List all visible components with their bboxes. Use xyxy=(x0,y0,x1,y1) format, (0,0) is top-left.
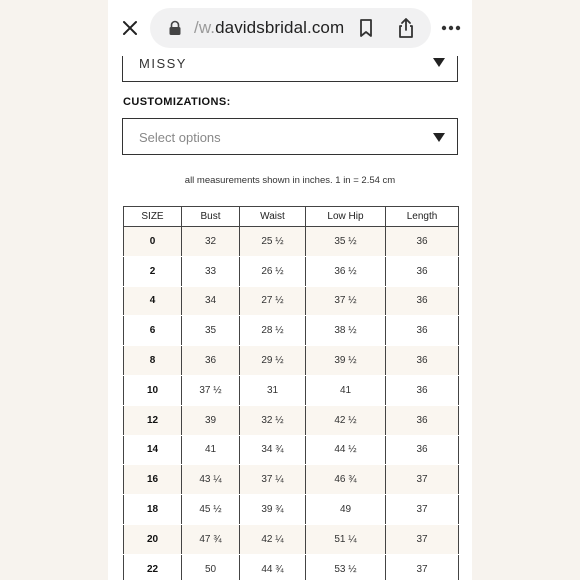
measurement-cell: 53 ½ xyxy=(306,554,386,580)
measurement-cell: 28 ½ xyxy=(240,316,306,346)
measurement-cell: 44 ½ xyxy=(306,435,386,465)
measurement-cell: 37 ½ xyxy=(182,375,240,405)
measurement-cell: 37 xyxy=(386,524,459,554)
size-cell: 16 xyxy=(124,465,182,495)
table-row xyxy=(124,435,459,465)
table-row xyxy=(124,286,459,316)
table-row xyxy=(124,346,459,376)
browser-toolbar xyxy=(108,0,472,56)
size-chart-table xyxy=(123,206,459,580)
column-header: Waist xyxy=(240,207,306,227)
size-cell: 20 xyxy=(124,524,182,554)
size-cell: 14 xyxy=(124,435,182,465)
size-cell: 10 xyxy=(124,375,182,405)
url-prefix: /w. xyxy=(194,18,216,37)
more-icon xyxy=(441,25,461,31)
table-body xyxy=(124,227,459,580)
measurement-cell: 37 ½ xyxy=(306,286,386,316)
table-row xyxy=(124,227,459,257)
column-header: Bust xyxy=(182,207,240,227)
customizations-placeholder: Select options xyxy=(139,130,221,145)
measurement-cell: 32 xyxy=(182,227,240,257)
lock-icon xyxy=(168,20,182,36)
measurement-cell: 27 ½ xyxy=(240,286,306,316)
column-header: Length xyxy=(386,207,459,227)
measurement-cell: 26 ½ xyxy=(240,256,306,286)
size-cell: 8 xyxy=(124,346,182,376)
chevron-down-icon xyxy=(433,133,445,142)
customizations-label: CUSTOMIZATIONS: xyxy=(123,96,231,108)
measurement-cell: 35 xyxy=(182,316,240,346)
chevron-down-icon xyxy=(433,58,445,67)
measurement-cell: 36 xyxy=(386,375,459,405)
measurement-cell: 42 ¼ xyxy=(240,524,306,554)
measurement-cell: 36 xyxy=(386,286,459,316)
measurement-cell: 36 xyxy=(182,346,240,376)
table-row xyxy=(124,316,459,346)
size-cell: 22 xyxy=(124,554,182,580)
table-row xyxy=(124,524,459,554)
measurement-cell: 38 ½ xyxy=(306,316,386,346)
measurement-cell: 36 xyxy=(386,346,459,376)
measurement-cell: 51 ¼ xyxy=(306,524,386,554)
measurement-cell: 43 ¼ xyxy=(182,465,240,495)
measurement-cell: 37 ¼ xyxy=(240,465,306,495)
measurement-cell: 47 ¾ xyxy=(182,524,240,554)
measurement-cell: 37 xyxy=(386,495,459,525)
table-header-row xyxy=(124,207,459,227)
column-header: Low Hip xyxy=(306,207,386,227)
table-row xyxy=(124,375,459,405)
share-icon[interactable] xyxy=(396,17,416,39)
phone-screen xyxy=(108,0,472,580)
measurement-cell: 34 ¾ xyxy=(240,435,306,465)
measurement-cell: 41 xyxy=(306,375,386,405)
measurement-cell: 41 xyxy=(182,435,240,465)
measurement-cell: 33 xyxy=(182,256,240,286)
measurement-cell: 39 ½ xyxy=(306,346,386,376)
close-button[interactable] xyxy=(118,14,142,42)
url-domain: davidsbridal.com xyxy=(215,18,345,37)
measurement-cell: 25 ½ xyxy=(240,227,306,257)
measurement-cell: 44 ¾ xyxy=(240,554,306,580)
measurement-cell: 39 xyxy=(182,405,240,435)
size-range-value: MISSY xyxy=(139,56,187,71)
table-row xyxy=(124,465,459,495)
address-bar[interactable] xyxy=(150,8,431,48)
table-row xyxy=(124,256,459,286)
customizations-select[interactable] xyxy=(122,118,458,155)
size-cell: 12 xyxy=(124,405,182,435)
measurement-cell: 32 ½ xyxy=(240,405,306,435)
measurement-cell: 37 xyxy=(386,465,459,495)
size-cell: 0 xyxy=(124,227,182,257)
size-cell: 6 xyxy=(124,316,182,346)
measurement-cell: 39 ¾ xyxy=(240,495,306,525)
measurement-cell: 36 xyxy=(386,256,459,286)
close-icon xyxy=(122,20,138,36)
measurement-cell: 36 ½ xyxy=(306,256,386,286)
column-header: SIZE xyxy=(124,207,182,227)
measurement-cell: 36 xyxy=(386,227,459,257)
bookmark-icon[interactable] xyxy=(356,18,376,38)
measurement-cell: 36 xyxy=(386,316,459,346)
size-cell: 2 xyxy=(124,256,182,286)
measurement-cell: 42 ½ xyxy=(306,405,386,435)
url-text xyxy=(194,18,344,38)
table-row xyxy=(124,554,459,580)
measurement-cell: 37 xyxy=(386,554,459,580)
measurement-cell: 34 xyxy=(182,286,240,316)
size-cell: 4 xyxy=(124,286,182,316)
measurement-note: all measurements shown in inches. 1 in = 2.54 cm xyxy=(184,175,396,186)
measurement-cell: 46 ¾ xyxy=(306,465,386,495)
measurement-cell: 35 ½ xyxy=(306,227,386,257)
measurement-cell: 50 xyxy=(182,554,240,580)
measurement-cell: 45 ½ xyxy=(182,495,240,525)
more-button[interactable] xyxy=(440,17,462,39)
table-row xyxy=(124,495,459,525)
measurement-cell: 49 xyxy=(306,495,386,525)
measurement-cell: 36 xyxy=(386,435,459,465)
size-cell: 18 xyxy=(124,495,182,525)
measurement-cell: 29 ½ xyxy=(240,346,306,376)
table-row xyxy=(124,405,459,435)
measurement-cell: 31 xyxy=(240,375,306,405)
measurement-cell: 36 xyxy=(386,405,459,435)
